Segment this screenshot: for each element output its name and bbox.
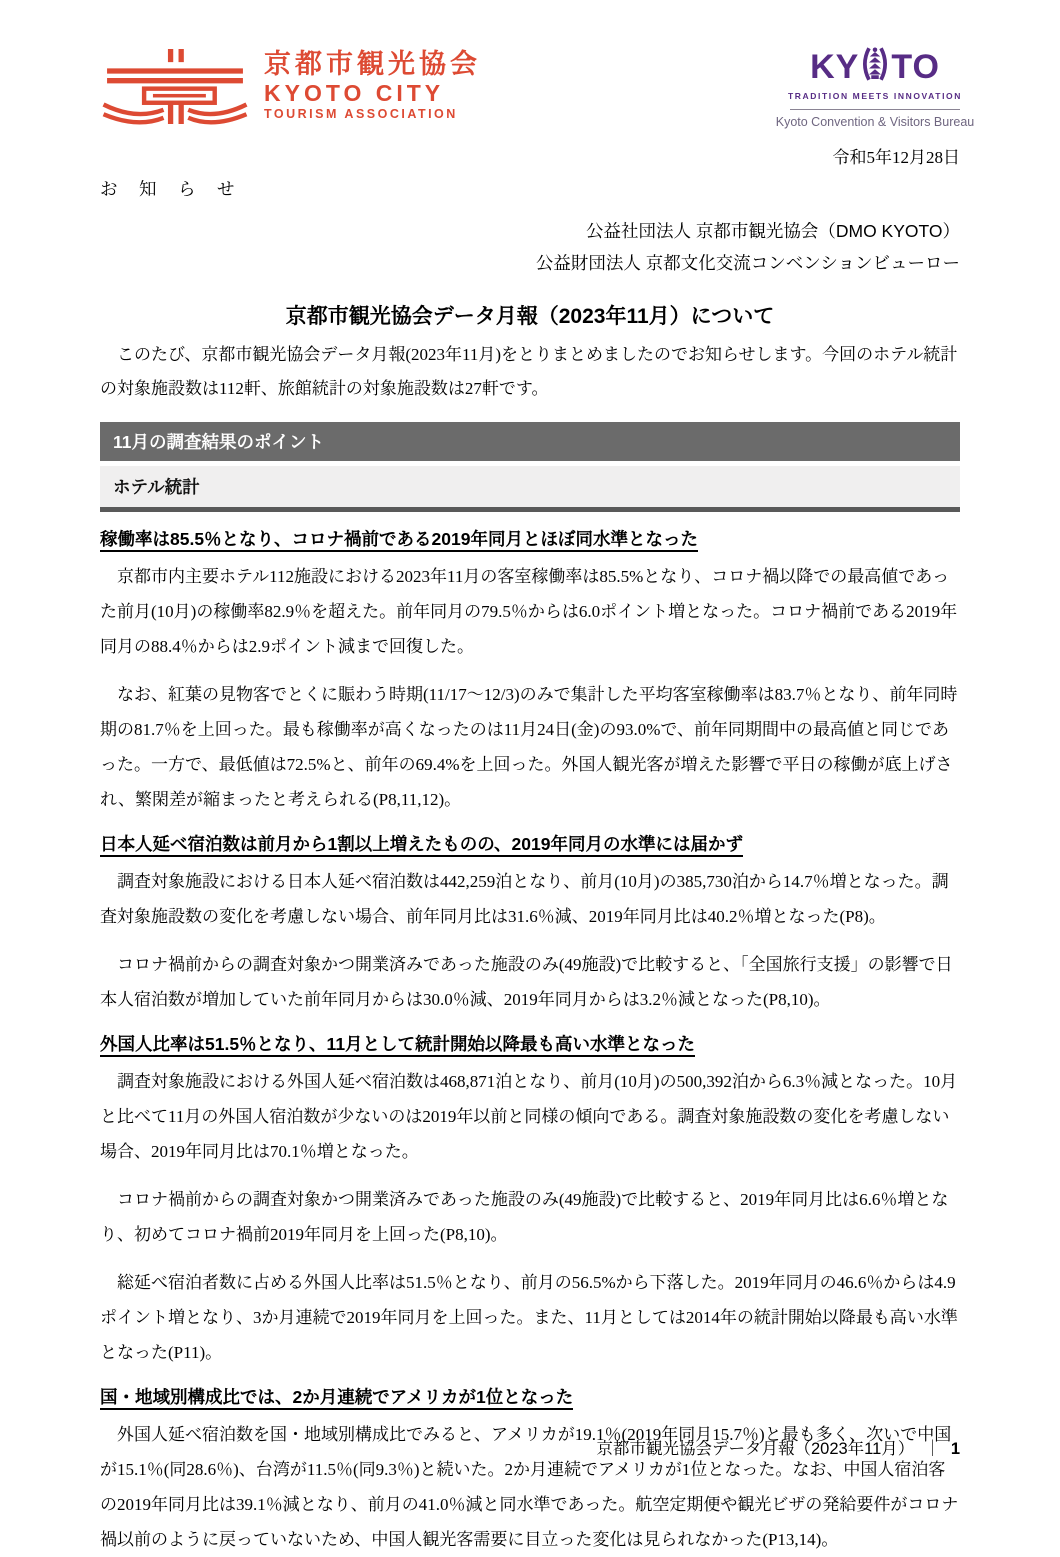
- report-section: [100, 526, 960, 817]
- document-title: 京都市観光協会データ月報（2023年11月）について: [285, 304, 775, 328]
- footer-separator: ｜: [924, 1440, 941, 1458]
- section-heading: 外国人比率は51.5％となり、11月として統計開始以降最も高い水準となった: [100, 1031, 960, 1056]
- page-number: 1: [950, 1440, 960, 1458]
- logo-en-name-line1: KYOTO CITY: [264, 79, 445, 106]
- page-footer: [596, 1435, 960, 1459]
- section-paragraph: 京都市内主要ホテル112施設における2023年11月の客室稼働率は85.5%となり、コロナ禍以降での最高値であった前月(10月)の稼働率82.9％を超えた。前年同月の79.5％からは6.0ポイント増となった。コロナ禍前である2019年同月の88.4％からは2.9ポイント減まで回復した。: [100, 566, 958, 656]
- issue-date: 令和5年12月28日: [832, 148, 960, 167]
- kyoto-logo-tagline: TRADITION MEETS INNOVATION: [788, 91, 962, 101]
- subsection-banner: ホテル統計: [100, 466, 960, 512]
- footer-label: 京都市観光協会データ月報（2023年11月）: [596, 1440, 915, 1458]
- report-section: [100, 1384, 960, 1557]
- section-paragraph: コロナ禍前からの調査対象かつ開業済みであった施設のみ(49施設)で比較すると、「全国旅行支援」の影響で日本人宿泊数が増加していた前年同月からは30.0％減、2019年同月からは3.2％減となった(P8,10)。: [100, 954, 953, 1009]
- kyoto-city-tourism-logo-text: [264, 50, 481, 122]
- kyoto-wordmark-end: TO: [891, 48, 940, 86]
- intro-paragraph: このたび、京都市観光協会データ月報(2023年11月)をとりまとめましたのでお知らせします。今回のホテル統計の対象施設数は112軒、旅館統計の対象施設数は27軒です。: [100, 344, 958, 398]
- letterhead-header: [100, 46, 975, 129]
- section-heading: 稼働率は85.5％となり、コロナ禍前である2019年同月とほぼ同水準となった: [100, 526, 960, 551]
- bureau-name: Kyoto Convention & Visitors Bureau: [775, 115, 975, 129]
- kyoto-kanji-mark-icon: [100, 46, 250, 126]
- logo-en-name-line2: TOURISM ASSOCIATION: [264, 106, 458, 121]
- pagoda-icon: [859, 46, 891, 88]
- organization-line: 公益社団法人 京都市観光協会（DMO KYOTO）: [586, 221, 960, 241]
- section-paragraph: 総延べ宿泊者数に占める外国人比率は51.5％となり、前月の56.5%から下落した。2019年同月の46.6％からは4.9ポイント増となり、3か月連続で2019年同月を上回った。また、11月としては2014年の統計開始以降最も高い水準となった(P11)。: [100, 1273, 958, 1363]
- section-heading: 国・地域別構成比では、2か月連続でアメリカが1位となった: [100, 1384, 960, 1409]
- kyoto-bureau-logo: [775, 46, 975, 129]
- report-section: [100, 831, 960, 1017]
- logo-divider: [790, 109, 960, 110]
- section-paragraph: 調査対象施設における外国人延べ宿泊数は468,871泊となり、前月(10月)の500,392泊から6.3％減となった。10月と比べて11月の外国人宿泊数が少ないのは2019年以前と同様の傾向である。調査対象施設数の変化を考慮しない場合、2019年同月比は70.1％増となった。: [100, 1071, 958, 1161]
- section-banner: 11月の調査結果のポイント: [100, 422, 960, 461]
- kyoto-wordmark-start: KY: [810, 48, 860, 86]
- section-paragraph: なお、紅葉の見物客でとくに賑わう時期(11/17～12/3)のみで集計した平均客室稼働率は83.7％となり、前年同時期の81.7％を上回った。最も稼働率が高くなったのは11月24日(金)の93.0%で、前年同期間中の最高値と同じであった。一方で、最低値は72.5%と、前年の69.4%を上回った。外国人観光客が増えた影響で平日の稼働が底上げされ、繁閑差が縮まったと考えられる(P8,11,12)。: [100, 684, 958, 809]
- section-heading: 日本人延べ宿泊数は前月から1割以上増えたものの、2019年同月の水準には届かず: [100, 831, 960, 856]
- notice-label: お 知 ら せ: [100, 179, 237, 199]
- kyoto-city-tourism-logo: [100, 46, 481, 126]
- organization-line: 公益財団法人 京都文化交流コンベンションビューロー: [535, 253, 960, 274]
- logo-jp-name: 京都市観光協会: [264, 48, 481, 79]
- report-section: [100, 1031, 960, 1370]
- section-paragraph: コロナ禍前からの調査対象かつ開業済みであった施設のみ(49施設)で比較すると、2019年同月比は6.6％増となり、初めてコロナ禍前2019年同月を上回った(P8,10)。: [100, 1189, 949, 1244]
- section-paragraph: 外国人延べ宿泊数を国・地域別構成比でみると、アメリカが19.1％(2019年同月15.7％)と最も多く、次いで中国が15.1％(同28.6％)、台湾が11.5％(同9.3％)と続いた。2か月連続でアメリカが1位となった。なお、中国人宿泊客の2019年同月比は39.1％減となり、前月の41.0％減と同水準であった。航空定期便や観光ビザの発給要件がコロナ禍以前のように戻っていないため、中国人観光客需要に目立った変化は見られなかった(P13,14)。: [100, 1425, 959, 1550]
- issuing-organizations: [100, 215, 960, 280]
- section-paragraph: 調査対象施設における日本人延べ宿泊数は442,259泊となり、前月(10月)の385,730泊から14.7％増となった。調査対象施設数の変化を考慮しない場合、前年同月比は31.6％減、2019年同月比は40.2％増となった(P8)。: [100, 871, 949, 926]
- kyoto-wordmark: [810, 46, 940, 88]
